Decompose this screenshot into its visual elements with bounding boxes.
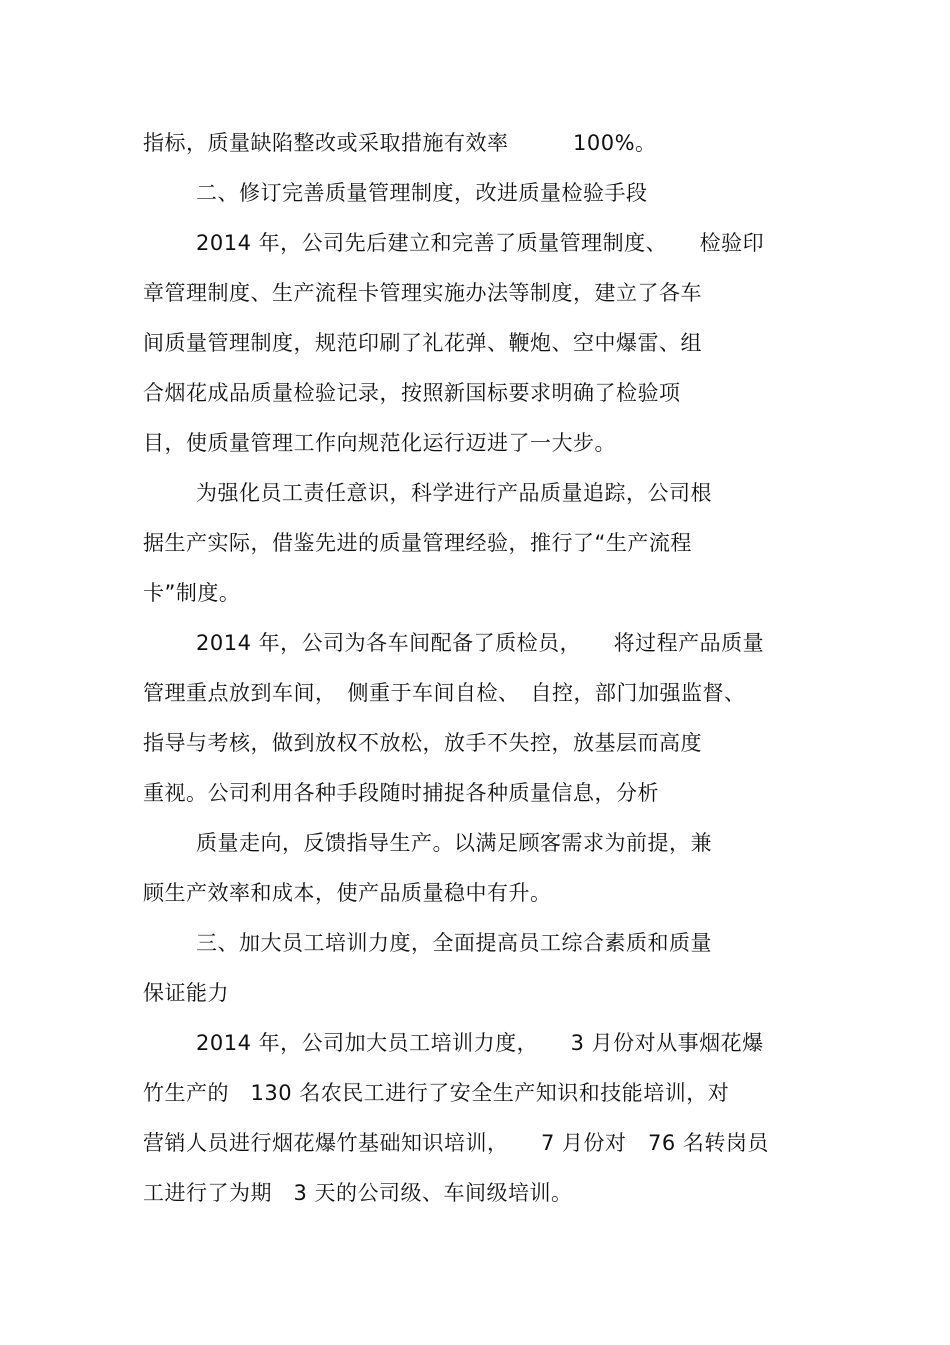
text-line: 卡”制度。	[143, 581, 241, 605]
text-line: 为强化员工责任意识，科学进行产品质量追踪，公司根	[196, 481, 712, 505]
text-line: 竹生产的 130 名农民工进行了安全生产知识和技能培训，对	[143, 1081, 730, 1105]
text-line: 指导与考核，做到放权不放松，放手不失控，放基层而高度	[143, 731, 702, 755]
text-line: 合烟花成品质量检验记录，按照新国标要求明确了检验项	[143, 381, 681, 405]
section-heading: 三、加大员工培训力度，全面提高员工综合素质和质量	[196, 931, 712, 955]
text-line: 质量走向，反馈指导生产。以满足顾客需求为前提，兼	[196, 831, 712, 855]
text-line: 2014 年，公司为各车间配备了质检员， 将过程产品质量	[196, 631, 765, 655]
text-line: 间质量管理制度，规范印刷了礼花弹、鞭炮、空中爆雷、组	[143, 331, 702, 355]
text-line: 据生产实际，借鉴先进的质量管理经验，推行了“生产流程	[143, 531, 692, 555]
text-line: 营销人员进行烟花爆竹基础知识培训， 7 月份对 76 名转岗员	[143, 1131, 769, 1155]
section-heading: 二、修订完善质量管理制度，改进质量检验手段	[196, 181, 648, 205]
text-line: 顾生产效率和成本，使产品质量稳中有升。	[143, 881, 552, 905]
text-line: 章管理制度、生产流程卡管理实施办法等制度，建立了各车	[143, 281, 702, 305]
text-line: 指标，质量缺陷整改或采取措施有效率 100%。	[143, 131, 657, 155]
text-line: 工进行了为期 3 天的公司级、车间级培训。	[143, 1181, 573, 1205]
text-line: 2014 年，公司加大员工培训力度， 3 月份对从事烟花爆	[196, 1031, 764, 1055]
text-line: 目，使质量管理工作向规范化运行迈进了一大步。	[143, 431, 616, 455]
text-line: 重视。公司利用各种手段随时捕捉各种质量信息，分析	[143, 781, 659, 805]
text-line: 2014 年，公司先后建立和完善了质量管理制度、 检验印	[196, 231, 765, 255]
section-heading-continued: 保证能力	[143, 981, 229, 1005]
text-line: 管理重点放到车间， 侧重于车间自检、 自控，部门加强监督、	[143, 681, 746, 705]
